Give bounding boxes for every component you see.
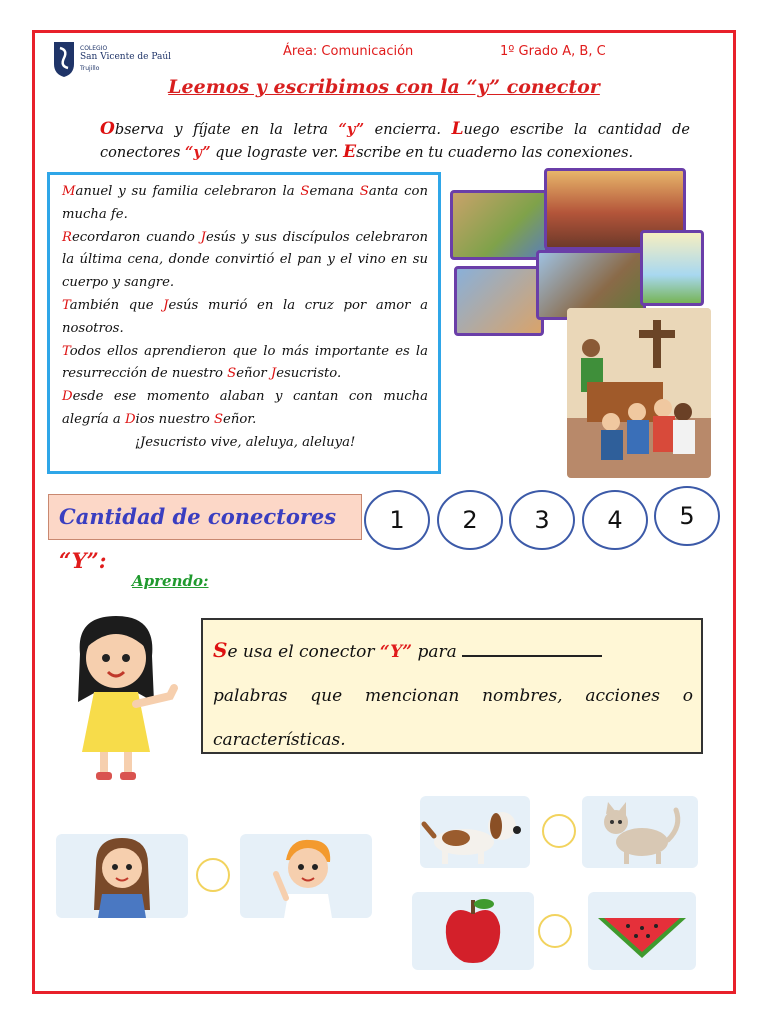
story-cap: S: [300, 184, 310, 199]
instr-y: “y”: [185, 144, 211, 161]
school-name: San Vicente de Paúl: [80, 52, 172, 62]
story-cap: J: [270, 366, 277, 382]
story-text: eñor: [236, 366, 271, 382]
instructions: [100, 118, 690, 164]
instr-text: scribe en tu cuaderno las conexiones.: [356, 145, 634, 161]
story-text: ambién que: [69, 297, 164, 313]
collage-image: [640, 230, 704, 306]
instr-text: uego escribe la cantidad de conectores: [100, 122, 690, 161]
story-cap: D: [124, 411, 136, 427]
girl-icon: [66, 612, 182, 786]
apple-icon: [412, 892, 534, 970]
instr-y: “y”: [338, 121, 365, 138]
rule-text: para: [412, 642, 463, 662]
grade-label: 1º Grado A, B, C: [500, 44, 606, 59]
school-logo-icon: [52, 40, 76, 78]
count-option-4[interactable]: 4: [582, 490, 648, 550]
apple-card: [412, 892, 534, 970]
cat-card: [582, 796, 698, 868]
count-option-2[interactable]: 2: [437, 490, 503, 550]
instr-cap: E: [343, 142, 357, 162]
story-text: emana: [309, 184, 360, 199]
boy-card: [240, 834, 372, 918]
story-text: odos ellos aprendieron que lo más importante es la resurrección de nuestro: [62, 343, 428, 382]
instr-text: que lograste ver.: [210, 145, 344, 161]
count-option-3[interactable]: 3: [509, 490, 575, 550]
story-text: ecordaron cuando: [71, 229, 201, 245]
story-cap: T: [62, 297, 70, 313]
story-text: eñor.: [223, 411, 257, 427]
instr-cap: O: [100, 119, 115, 139]
count-option-5[interactable]: 5: [654, 486, 720, 546]
story-cap: J: [200, 229, 206, 245]
story-cap: S: [359, 184, 369, 199]
story-cap: S: [213, 411, 224, 427]
story-paragraph: [62, 181, 428, 227]
dog-card: [420, 796, 530, 868]
rule-blank-line[interactable]: [462, 639, 602, 657]
watermelon-card: [588, 892, 696, 970]
story-paragraph: [62, 295, 428, 341]
count-label-text: Cantidad de conectores: [59, 504, 337, 529]
connector-circle[interactable]: [196, 858, 230, 892]
school-city: Trujillo: [80, 65, 100, 72]
church-image: [567, 308, 711, 478]
story-text: ios nuestro: [135, 411, 214, 427]
boy-icon: [240, 834, 372, 918]
cat-icon: [582, 796, 698, 868]
story-cap: S: [227, 366, 237, 382]
rule-cap: S: [213, 638, 228, 662]
school-small: COLEGIO: [80, 45, 108, 52]
rule-box: [201, 618, 703, 754]
story-box: [47, 172, 441, 474]
story-text: esucristo.: [276, 366, 342, 382]
count-option-1[interactable]: 1: [364, 490, 430, 550]
rule-text: e usa el conector: [227, 642, 380, 662]
instr-text: encierra.: [364, 122, 452, 138]
church-scene-icon: [567, 308, 711, 478]
connector-count-label: [48, 494, 362, 573]
story-text: anta con mucha fe.: [62, 184, 428, 222]
connector-circle[interactable]: [538, 914, 572, 948]
story-text: anuel y su familia celebraron la: [75, 184, 301, 199]
rule-text: palabras que mencionan nombres, acciones o características.: [213, 686, 693, 750]
story-text: esús y sus discípulos celebraron la última cena, donde convirtió el pan y el vino en su cuerpo y sangre.: [62, 229, 428, 291]
count-label-y: “Y”:: [59, 548, 107, 573]
rule-y: “Y”: [379, 642, 413, 662]
instr-text: bserva y fíjate en la letra: [114, 122, 339, 138]
story-paragraph: [62, 341, 428, 387]
story-text: esde ese momento alaban y cantan con mucha alegría a: [62, 389, 428, 427]
story-paragraph: [62, 386, 428, 432]
story-closing: ¡Jesucristo vive, aleluya, aleluya!: [134, 434, 356, 450]
page-title: Leemos y escribimos con la “y” conector: [168, 76, 600, 98]
girl-icon: [56, 834, 188, 918]
dog-icon: [420, 796, 530, 868]
aprendo-heading: Aprendo:: [132, 572, 209, 590]
collage-image: [454, 266, 544, 336]
story-paragraph: [62, 227, 428, 295]
girl-card: [56, 834, 188, 918]
story-cap: M: [62, 184, 76, 199]
connector-circle[interactable]: [542, 814, 576, 848]
story-text: esús murió en la cruz por amor a nosotros.: [62, 297, 428, 336]
story-cap: R: [62, 229, 72, 245]
story-cap: T: [62, 343, 70, 359]
story-cap: D: [62, 389, 73, 405]
watermelon-icon: [588, 892, 696, 970]
story-cap: J: [163, 297, 169, 313]
instr-cap: L: [451, 119, 464, 139]
school-logo: [52, 40, 172, 80]
girl-illustration: [66, 612, 182, 786]
collage-image: [450, 190, 548, 260]
area-label: Área: Comunicación: [283, 44, 414, 59]
